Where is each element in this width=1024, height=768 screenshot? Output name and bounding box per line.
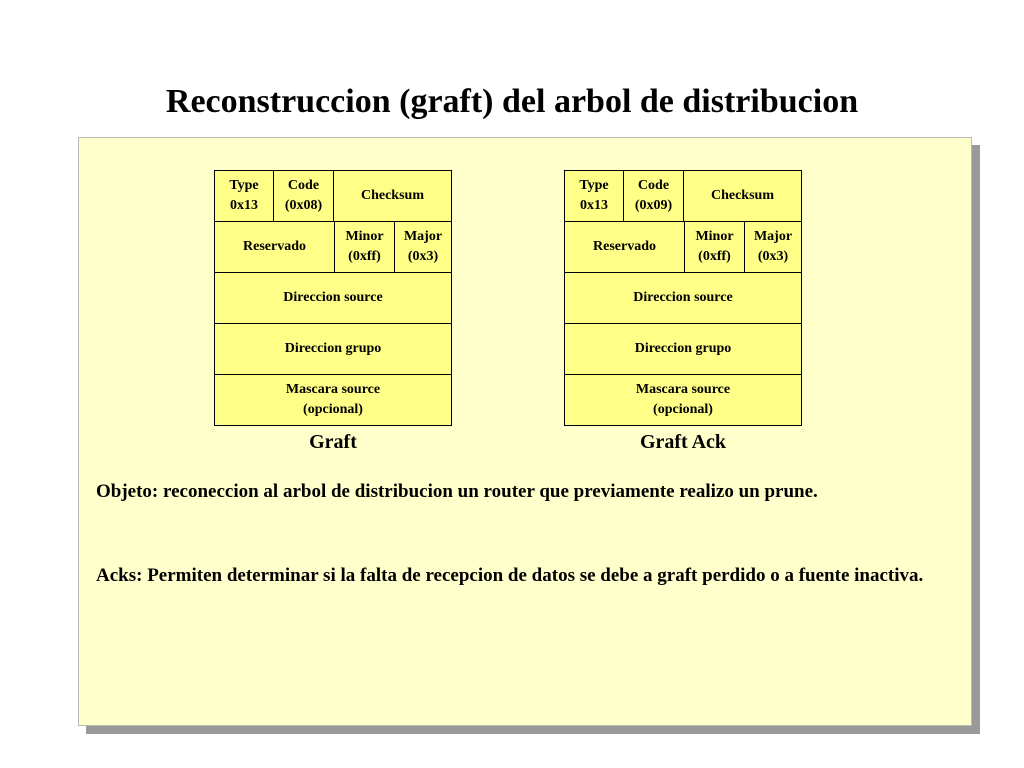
slide-title: Reconstruccion (graft) del arbol de distribucion [165, 83, 859, 120]
field-mascara-source: Mascara source (opcional) [214, 374, 452, 426]
field-major: Major (0x3) [394, 221, 452, 273]
field-reservado: Reservado [564, 221, 685, 273]
field-checksum: Checksum [333, 170, 452, 222]
field-type: Type 0x13 [214, 170, 274, 222]
field-code: Code (0x09) [623, 170, 684, 222]
graft-packet-diagram [214, 170, 452, 453]
field-mascara-source: Mascara source (opcional) [564, 374, 802, 426]
content-panel [78, 137, 972, 726]
field-direccion-source: Direccion source [564, 272, 802, 324]
field-major: Major (0x3) [744, 221, 802, 273]
field-direccion-source: Direccion source [214, 272, 452, 324]
graft-ack-caption: Graft Ack [639, 431, 727, 453]
field-code: Code (0x08) [273, 170, 334, 222]
field-direccion-grupo: Direccion grupo [564, 323, 802, 375]
field-minor: Minor (0xff) [334, 221, 395, 273]
graft-caption: Graft [309, 431, 357, 453]
field-checksum: Checksum [683, 170, 802, 222]
acks-paragraph: Acks: Permiten determinar si la falta de recepcion de datos se debe a graft perdido o a fuente inactiva. [96, 565, 924, 586]
graft-ack-packet-fields [564, 170, 802, 426]
objeto-paragraph: Objeto: reconeccion al arbol de distribucion un router que previamente realizo un prune. [96, 481, 818, 502]
field-direccion-grupo: Direccion grupo [214, 323, 452, 375]
field-reservado: Reservado [214, 221, 335, 273]
graft-packet-fields [214, 170, 452, 426]
field-minor: Minor (0xff) [684, 221, 745, 273]
field-type: Type 0x13 [564, 170, 624, 222]
graft-ack-packet-diagram [564, 170, 802, 453]
